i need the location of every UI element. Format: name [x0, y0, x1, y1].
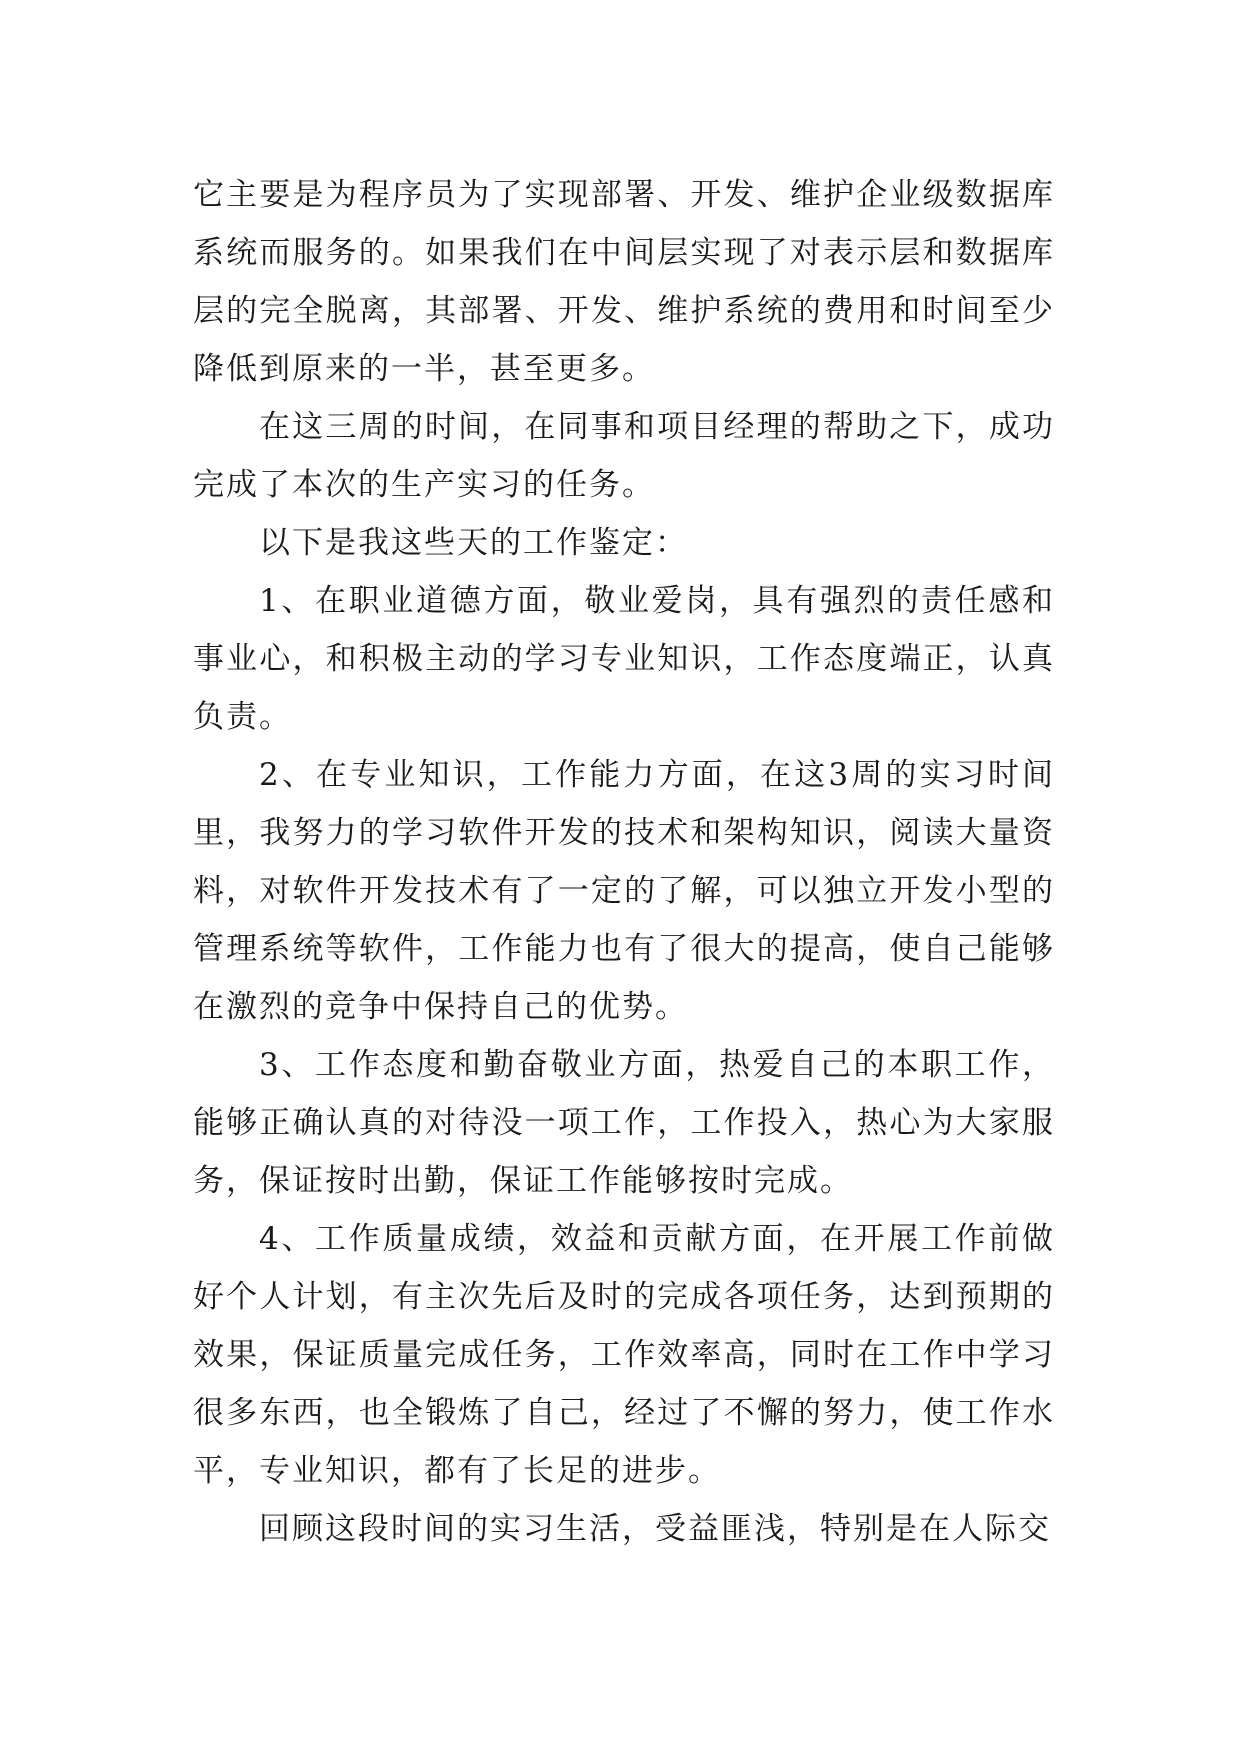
paragraph-continuation: 它主要是为程序员为了实现部署、开发、维护企业级数据库系统而服务的。如果我们在中间层实现了对表示层和数据库层的完全脱离，其部署、开发、维护系统的费用和时间至少降低到原来的一半，甚至更多。: [193, 177, 1055, 387]
paragraph-item-3: 3、工作态度和勤奋敬业方面，热爱自己的本职工作，能够正确认真的对待没一项工作，工作投入，热心为大家服务，保证按时出勤，保证工作能够按时完成。: [193, 1047, 1055, 1199]
paragraph-completion: 在这三周的时间，在同事和项目经理的帮助之下，成功完成了本次的生产实习的任务。: [193, 409, 1055, 503]
paragraph-item-1: 1、在职业道德方面，敬业爱岗，具有强烈的责任感和事业心，和积极主动的学习专业知识，工作态度端正，认真负责。: [193, 583, 1055, 735]
paragraph-intro: 以下是我这些天的工作鉴定：: [259, 525, 688, 561]
document-body: [193, 166, 1055, 1558]
paragraph-item-4: 4、工作质量成绩，效益和贡献方面，在开展工作前做好个人计划，有主次先后及时的完成各项任务，达到预期的效果，保证质量完成任务，工作效率高，同时在工作中学习很多东西，也全锻炼了自己，经过了不懈的努力，使工作水平，专业知识，都有了长足的进步。: [193, 1221, 1055, 1489]
paragraph-item-2: 2、在专业知识，工作能力方面，在这3周的实习时间里，我努力的学习软件开发的技术和架构知识，阅读大量资料，对软件开发技术有了一定的了解，可以独立开发小型的管理系统等软件，工作能力也有了很大的提高，使自己能够在激烈的竞争中保持自己的优势。: [193, 757, 1055, 1025]
paragraph-review: 回顾这段时间的实习生活，受益匪浅，特别是在人际交: [259, 1511, 1051, 1547]
